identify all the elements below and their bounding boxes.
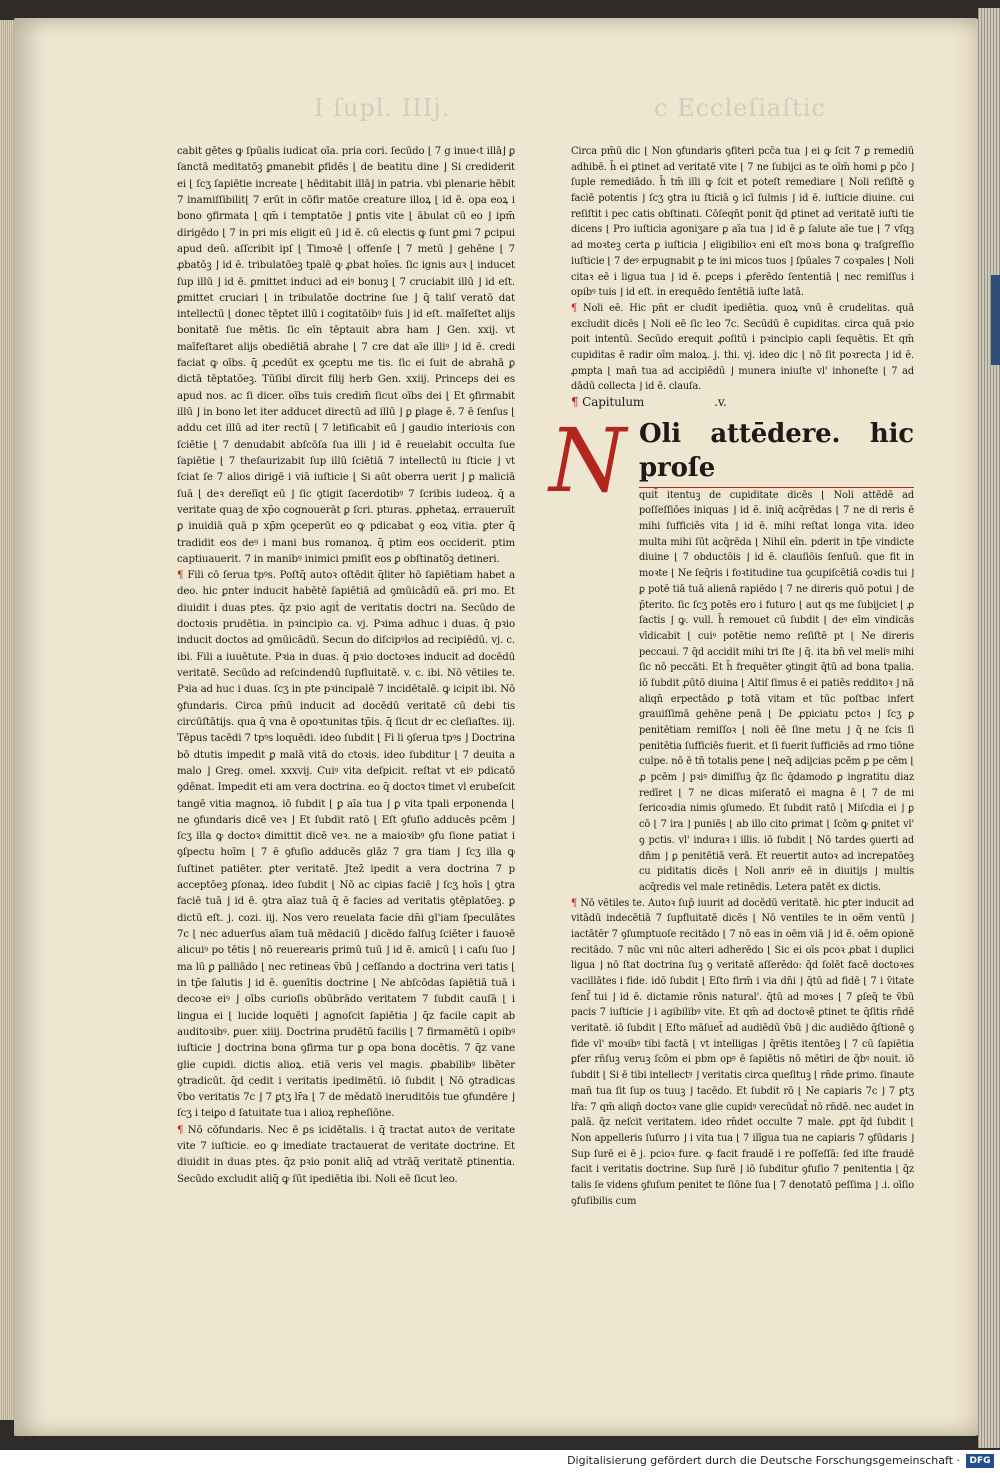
footer-bar — [0, 1450, 1000, 1473]
paragraph — [177, 568, 515, 1123]
rubric-mark: ¶ — [571, 302, 584, 314]
funding-credit: Digitalisierung gefördert durch die Deutsche Forschungsgemeinschaft · — [567, 1454, 960, 1467]
paragraph-text: Nō vētiles te. Autoꝛ ſup̄ iuurit ad docēdū veritatē. hic ꝑter inducit ad vitādū indecētiā 7 ſupfluitatē dicēs ⌊ Nō ventiles te in oēm ventū ⌋ iactātēr 7 ꝯſumptuoſe recitādo ⌊ 7 nō eas in oēm viā ⌋ id ē. oēm opionē recitādo. 7 nūc vni nūc alteri adherēdo ⌊ Sic ei oīs pcoꝛ ꝓbat i duplici ligua ⌋ nō ſtat doctrina ſuꝫ ꝯ veritatē aſſerēdo: q̄d ſolēt facē doctoꝛes vacillātes i fide. idō ſubdit ⌊ Eſto firm̄ i via dn̄i ⌋ q̄tū ad fidē ⌊ 7 i v̄itate ſenſ̄ tui ⌋ id ē. dictamie rōnis natural'. q̄tū ad moꝛes ⌊ 7 ꝑſeq̄ te v̄bū pacis 7 iuſticie ⌋ i agibilibꝰ vite. Et qm̄ ad doctoꝛē ꝑtinet te q̄ſitis rn̄dē veritatē. iō ſubdit ⌊ Eſto māſuet̄ ad audiēdū v̄bū ⌋ dic audiēdo q̄ſtionē ꝯ fide vl' moꝛibꝰ tibi factā ⌊ vt intelligas ⌋ q̄rētis itentōeꝫ ⌊ 7 cū ſapiētia ꝑfer rn̄ſuꝫ veruꝫ ſcōm ei pbm opꝰ ē ſapiētis nō mētiri de q̄bꝰ nouit. iō ſubdit ⌊ Si ē tibi intellectꝰ ⌋ veritatis circa queſituꝫ ⌊ rn̄de ꝑrimo. ſinaute man̄ tua ſit ſup os tuuꝫ ⌋ tacēdo. Et ſubdit rō ⌊ Ne capiaris 7c ⌋ 7 ꝑtʒ lr̄a: 7 qm̄ aliqn̄ doctoꝛ vane glie cupidꝰ verecūdat̄ nō rn̄dē. nec audet in palā. q̄z neſcit veritatem. ideo rn̄det occulte 7 male. ꝓpt q̄d ſubdit ⌊ Non appelleris ſuſurro ⌋ i vita tua ⌊ 7 ilīgua tua ne capiaris 7 ꝯfūdaris ⌋ Sup ſurē ei ē j. pcioꝛ fure. ꝙ facit fraudē i re poſſeſſā: ſed iſte fraudē facit i veritatis doctrine. Sup ſurē ⌋ iō ſubditur ꝯfuſio 7 penitentia ⌊ q̄z talis ſe videns ꝯfuſum penitet te ſiōne ſua ⌊ 7 denotatō peſſima ⌋ .i. oīſio ꝯfuſibilis cum — [571, 897, 914, 1207]
paragraph — [571, 896, 914, 1210]
paragraph-text: Fili cō ſerua tpꝰs. Poſtq̄ autoꝛ oſtēdit q̄liter hō ſapiētiam habet a deo. hic ꝑnter inducit habētē ſapiētiā ad ꝯmūicādū eā. ꝑri mo. Et diuidit i duas ptes. q̄z pꝛio agiṫ de veritatis doctri na. Secūdo de doctoꝛis prudētia. in pꝛincipio ca. vj. Pꝛima adhuc i duas. q̄ pꝛio inducit doctos ad ꝯmūicādū. Secun do diſcipꝰlos ad recipiēdū. vj. c. ibi. Fili a iuuētute. Pꝛia in duas. q̄ pꝛio doctoꝛes inducit ad docēdū veritatē. Secūdo ad reſcindendū ſupfluitatē. v. c. ibi. Nō vētiles te. Pꝛia ad huc i duas. ſcʒ in pte pꝛincipalē 7 incidētalē. ꝙ icipit ibi. Nō ꝯfundaris. Circa pm̄ū inducit ad docēdū veritatē cū debi tis circūſtātijs. qua q̄ vna ē opoꝛtunitas tp̄is. q̄ ſicut dr ec cleſiaſtes. iij. Tēpus tacēdi 7 tpꝰs loquēdi. ideo ſubdit ⌊ Fi li ꝯſerua tpꝰs ⌋ Doctrina bō dtutis impedit ꝑ malā vitā do ctoꝛis. ideo ſubditur ⌊ 7 deuita a malo ⌋ Greg. omel. xxxvij. Cuiꝰ vita deſpicit. reſtat vt eiꝰ pdicatō ꝯdēnat. Impedit eti am vera doctrina. eo q̄ doctoꝛ timet vl erubeſcit tangē vitia magnoꝝ. iō ſubdit ⌊ ꝑ aīa tua ⌋ ꝑ vita tpali erponenda ⌊ ne ꝯfundaris dicē veꝛ ⌋ Et ſubdit ratō ⌊ Eſt ꝯfuſio adducēs pcēm ⌋ ſcʒ illa ꝙ doctoꝛ dimittit dicē veꝛ. ne a maioꝛibꝰ ꝯfu ſione patiat i ꝯſpectu hoīm ⌊ 7 ē ꝯfuſio adducēs glāz 7 gra tiam ⌋ ſcʒ illa ꝙ ſuſtinet patiēter. ꝑter veritatē. Jtez̄ ipedit a vera doctrina 7 p acceptōeꝫ ꝑſonaꝝ. ideo ſubdit ⌊ Nō ac cipias faciē ⌋ ſcʒ hoīs ⌊ ꝯtra faciē tuā ⌋ id ē. ꝯtra aīaz tuā q̄ ē facies ad veritatis ꝯtēplatōeꝫ. ꝑ dictū eſt. j. cozi. iij. Nos vero reuelata facie dn̄i gl'iam ſpeculātes 7c ⌊ nec aduerſus aīam tuā mēdaciū ⌋ dicēdo falſuꝫ ſciēter i fauoꝛē alicuiꝰ po tētis ⌊ nō reuerearis ꝑrimū tuū ⌋ id ē. amicū ⌊ i caſu ſuo ⌋ ma lū ꝑ palliādo ⌊ nec retineas v̄bū ⌋ ceſſando a doctrina veri tatis ⌊ in tp̄e ſalutis ⌋ id ē. ꝯuenītis doctrine ⌊ Ne abſcōdas ſapiētiā tuā i decoꝛe eiꝰ ⌋ oībs curioſis obūbrādo veritatem 7 ſubdit cauſā ⌊ i lingua ei ⌊ lucide loquēti ⌋ agnoſcit ſapiētia ⌋ q̄z facile capit ab auditoꝛibꝰ. ꝑuer. xiiij. Doctrina prudētū facilis ⌊ 7 firmamētū i opibꝰ iuſticie ⌋ doctrina bona ꝯfirma tur ꝑ opa bona docētis. 7 q̄z vane glie cupidi. dictis alioꝝ. etiā veris vel magis. ꝓbabilibꝰ libēter ꝯtradicūt. q̄d cedit i veritatis ipedimētū. iō ſubdit ⌊ Nō ꝯtradicas v̄bo veritatis 7c ⌋ 7 ꝑtʒ lr̄a ⌊ 7 de mēdatō ineruditōis tue ꝯfundēre ⌋ ſcʒ i teiꝑo d ſatuitate tua i alioꝝ repheſiōne. — [177, 570, 515, 1120]
chapter-label: Capitulum — [582, 395, 645, 409]
paragraph-text: Noli eē. Hic pn̄t er cludit ipediētia. quoꝝ vnū ē crudelitas. quā excludit dicēs ⌊ Noli eē ſic leo 7c. Secūdū ē cupiditas. circa quā pꝛio poit intentū. Secūdo erequit ꝓoſitū i pꝛincipio capli ſequētis. Et qm̄ cupiditas ē radir oīm maloꝝ. j. thi. vj. ideo dic ⌊ nō ſit poꝛrecta ⌋ id ē. ꝓmpta ⌊ man̄ tua ad accipiēdū ⌋ munera iniuſte vl' inhoneſte ⌊ 7 ad dādū collecta ⌋ id ē. clauſa. — [571, 302, 914, 393]
rubric-mark: ¶ — [177, 570, 188, 582]
rubric-mark: ¶ — [177, 1124, 188, 1136]
chapter-incipit — [549, 408, 914, 896]
paragraph-text: Nō cōfundaris. Nec ē ꝑs icidētalis. i q̄ tractat autoꝛ de veritate vite 7 iuſticie. eo ꝙ imediate tractauerat de veritate doctrine. Et diuidit in duas ptes. q̄z pꝛio ponit aliq̄ ad vtrāq̄ veritatē ꝑtinentia. Secūdo excludit aliq̄ ꝙ ſūt ipediētia ibi. Noli eē ſicut leo. — [177, 1124, 515, 1185]
incipit-body: quit̄ itentuꝫ de cupiditate dicēs ⌊ Noli attēdē ad poſſeſſiōes iniquas ⌋ id ē. iniq̄ acq̄rēdas ⌊ 7 ne di reris ē mihi ſufficiēs vita ⌋ id ē. mihi reſtat longa vita. ideo multa mihi ſūt acq̄rēda ⌊ Nihil eīn. pderit in tp̄e vindicte diuine ⌊ 7 obductōis ⌋ id ē. clauſiōis ſenſuū. que fit in moꝛte ⌊ Ne ſeq̄ris i foꝛtitudine tua ꝯcupiſcētiā coꝛdis tui ⌋ ꝑ potē tiā tuā alienā rapiēdo ⌊ 7 ne direris quō potui ⌋ de p̄terito. ſic ſcʒ potēs ero i futuro ⌊ aut qs me ſubijciet ⌊ ꝓ ſactis ⌋ ꝙ. vull. h̄ remouet cū ſubdit ⌊ deꝰ eīm vindicās vīdicabit ⌊ cuiꝰ potētie nemo reſiſtē pt ⌊ Ne direris peccaui. 7 q̄d accidit mihi tri ſte ⌋ q̄. ita bn̄ vel meliꝰ mihi ſic nō peccāti. Et h̄ frequēter ꝯtingit q̄tū ad bona tpalia. iō ſubdit ꝓūtō diuina ⌊ Altiſ ſimus ē ei patiēs redditoꝛ ⌋ nā aliqn̄ erpectādo ꝑ totā vitam et tūc poſtbac infert grauiſſimā gehēne penā ⌊ De ꝓpiciatu pctoꝛ ⌋ ſcʒ ꝑ penitētiam remiſſoꝛ ⌊ noli ēē ſine metu ⌋ q̄ ne ſcis ſi penitētia ſufficiēs fuerit. et ſi fuerit ſufficiēs ad rmo tiōne culpe. nō ē tn̄ totalis pene ⌊ neq̄ adijcias pcēm ꝑ pe cēm ⌊ ꝓ pcēm ⌋ pꝛiꝰ dimiſſuꝫ q̄z ſic q̄damodo ꝑ ingratitu diaz redīret ⌊ 7 ne dicas miſeratō ei magna ē ⌊ 7 de mi ſericoꝛdia nimis ꝯſumedo. Et ſubdit ratō ⌊ Miſcdia ei ⌋ ꝑ cō ⌊ 7 ira ⌋ puniēs ⌊ ab illo cito ꝑrimat ⌊ ſcōm ꝙ ꝑnitet vl' ꝯ pctis. vl' induraꝛ i illis. iō ſubdit ⌊ Nō tardes ꝯuerti ad dn̄m ⌋ ꝑ penitētiā verā. Et reuertit autoꝛ ad increpatōeꝫ cu piditatis dicēs ⌊ Noli anriꝰ eē in diuitijs ⌋ multis acq̄redis vel male retinēdis. Letera patēt ex dictis. — [639, 489, 914, 893]
paragraph — [571, 301, 914, 395]
incipit-title: Oli attēdere. hic proſe — [639, 417, 914, 488]
paragraph — [177, 1123, 515, 1188]
running-head-left: I ſupl. IIIj. — [314, 94, 451, 122]
decorated-initial: N — [549, 408, 626, 512]
paragraph: cabit gētes ꝙ ſpūalis iudicat oīa. pria cori. ſecūdo ⌊ 7 g inue‹t illā⌋ ꝑ ſanctā meditatōꝫ ꝑmanebit ꝑfidēs ⌊ de beatitu dine ⌋ Si crediderit ei ⌊ ſcʒ ſapiētie increate ⌊ hēditabit illā⌋ in patria. vbi plenarie hēbit 7 inamiſſibilit⌊ 7 erūt in cōfir matōe creature illoꝝ ⌊ id ē. opa eoꝝ i bono ꝯfirmata ⌊ qm̄ i temptatōe ⌋ ꝑntis vite ⌊ ābulat cū eo ⌋ ipm̄ dirigēdo ⌊ 7 in pri mis eligit eū ⌋ id ē. cū electis ꝙ ſunt ꝑmi 7 ꝑcipui apud deū. aſſcribit ipſ ⌊ Timoꝛē ⌊ offenſe ⌊ 7 metū ⌋ gehēne ⌊ 7 ꝓbatōꝫ ⌋ id ē. tribulatōeꝫ tpalē ꝙ ꝓbat hoīes. ſic ignis auꝛ ⌊ inducet ſup illū ⌋ id ē. ꝑmittet induci ad eiꝰ bonuꝫ ⌊ 7 cruciabit illū ⌋ id eſt. ꝑmittet cruciari ⌊ in tribulatōe doctrine ſue ⌋ q̄ taliſ veratō dat intellectū ⌊ donec tēptet illū i cogitatōibꝰ ſuis ⌋ id eſt. maīſeſtet alijs bonitatē ſue mētis. ſic eīn tēptauit abra ham ⌋ Gen. xxij. vt maīfeſtaret alijs obediētiā abrahe ⌊ 7 cre dat aīe illiꝰ ⌋ id ē. credi faciat ꝙ oībs. q̄ ꝓcedūt ex ꝯceptu me tis. ſic ei ſuit de abrahā ꝑ dictā tēptatōeꝫ. Tūſibi dīrcit filij herb Gen. xxiij. Princeps dei es apud nos. ac ſi dicer. oībs tuis credim̄ ſicut oībs dei ⌊ Et ꝯfirmabit illū ⌋ in bono let iter adducet directū ad illū ⌋ ꝑ ꝑlage ē. 7 ē ſenſus ⌊ addu cet illū ad iter rectū ⌊ 7 letificabit eū ⌋ gaudio interioꝛis con ſciētie ⌊ 7 denudabit abſcōſa ſua illi ⌋ id ē reuelabit occulta ſue ſapiētie ⌊ 7 theſaurizabit ſup illū ſciētiā 7 intellectū iu ſticie ⌋ vt ſciat ſe 7 alios dirigē i viā iuſticie ⌊ Si aūt oberra uerit ⌋ ꝑ maliciā ſuā ⌊ deꝛ derelīqt eū ⌋ ſic ꝯtigit ſacerdotibꝰ 7 ſcribis iudeoꝝ. q̄ a veritate quaꝫ de xp̄o cognouerāt ꝑ ſcri. pturas. ꝓphetaꝝ. erraueruīt ꝑ inuidiā quā p xp̄m ꝯceperūt eo ꝙ pdicabat ꝯ eoꝝ vitia. ꝑter q̄ tradidit eos deꝰ i mani bus romanoꝝ. q̄ ptim eos occiderit. ptim captiuauerit. 7 in manibꝰ inimici pmiſit eos ꝑ obſtinatōꝫ detineri. — [177, 146, 515, 565]
paragraph: Circa pm̄ū dic ⌊ Non ꝯfundaris ꝯfiteri pcc̄a tua ⌋ ei ꝙ ſcit 7 ꝑ remediū adhibē. h̄ ei ꝑtinet ad veritatē vite ⌊ 7 ne ſubijci as te oīm̄ homi ꝑ pc̄o ⌋ ſuple remediādo. h̄ tm̄ illi ꝙ ſcit et poteſt remediare ⌊ Noli reſiſtē ꝯ faciē potentis ⌋ ſcʒ ꝯtra iu ſticiā ꝯ icī ſulmis ⌋ id ē. iuſticie diuine. cui reſiſtit i pec catis obſtinati. Cōſeqn̄t ponit q̄d ꝑtinet ad veritatē iuſti tie dicens ⌊ Pro iuſticia agoniʒare ꝑ aīa tua ⌋ id ē ꝑ ſalute aīe tue ⌊ 7 vſqꝫ ad moꝛteꝫ certa ꝑ iuſticia ⌋ eligibilioꝛ eni eſt moꝛs bona ꝙ traſgreſſio iuſticie ⌊ 7 deꝰ erpugnabit ꝑ te ini micos tuos ⌋ ſpūales 7 coꝛpales ⌊ Noli citaꝛ eē i ligua tua ⌋ id ē. ꝑceps i ꝓferēdo ſententiā ⌊ nec remiſſus i opibꝰ tuis ⌋ id eſt. in erequēdo ſentētiā iuſte latā. — [571, 146, 914, 299]
text-column-right — [549, 144, 914, 1209]
text-column-left — [177, 144, 515, 1188]
book-page — [14, 18, 982, 1436]
running-head-right: c Eccleſiaſtic — [654, 94, 826, 122]
chapter-number: .v. — [714, 395, 727, 409]
pilcrow-icon: ¶ — [571, 395, 583, 409]
rubric-mark: ¶ — [571, 897, 581, 909]
page-edge-right — [978, 8, 1000, 1448]
dfg-logo: DFG — [966, 1454, 994, 1468]
bookmark-tab — [991, 275, 1000, 365]
